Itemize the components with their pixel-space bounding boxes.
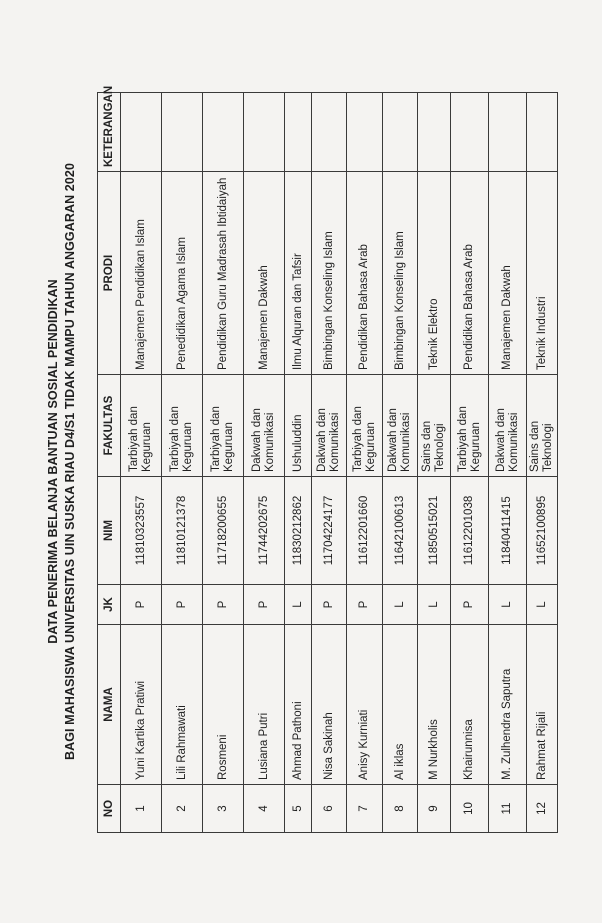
cell-jk: P: [121, 585, 162, 625]
table-row: [451, 93, 489, 833]
header-nama: NAMA: [98, 625, 121, 785]
cell-fakultas: Tarbiyah dan Keguruan: [203, 375, 244, 477]
cell-jk: P: [451, 585, 489, 625]
cell-keterangan: [347, 93, 383, 172]
cell-fakultas: Dakwah dan Komunikasi: [383, 375, 418, 477]
cell-jk: L: [489, 585, 527, 625]
cell-prodi: Teknik Industri: [527, 172, 558, 375]
cell-nim: 11612201660: [347, 477, 383, 585]
cell-keterangan: [203, 93, 244, 172]
cell-nim: 11850515021: [418, 477, 451, 585]
recipients-table: [97, 85, 558, 833]
cell-prodi: Manajemen Dakwah: [244, 172, 285, 375]
table-row: [312, 93, 347, 833]
cell-nama: Lusiana Putri: [244, 625, 285, 785]
cell-nim: 11830212862: [285, 477, 312, 585]
cell-fakultas: Sains dan Teknologi: [418, 375, 451, 477]
cell-fakultas: Tarbiyah dan Keguruan: [347, 375, 383, 477]
header-jk: JK: [98, 585, 121, 625]
cell-nim: 11718200655: [203, 477, 244, 585]
table-header-row: [98, 93, 121, 833]
table-row: [162, 93, 203, 833]
cell-nama: Yuni Kartika Pratiwi: [121, 625, 162, 785]
cell-fakultas: Sains dan Teknologi: [527, 375, 558, 477]
cell-no: 5: [285, 785, 312, 833]
table-row: [121, 93, 162, 833]
cell-keterangan: [285, 93, 312, 172]
cell-no: 1: [121, 785, 162, 833]
table-row: [527, 93, 558, 833]
header-fakultas: FAKULTAS: [98, 375, 121, 477]
cell-jk: L: [285, 585, 312, 625]
cell-fakultas: Ushuluddin: [285, 375, 312, 477]
cell-no: 6: [312, 785, 347, 833]
cell-nama: Lili Rahmawati: [162, 625, 203, 785]
cell-no: 8: [383, 785, 418, 833]
cell-prodi: Bimbingan Konseling Islam: [312, 172, 347, 375]
cell-no: 12: [527, 785, 558, 833]
cell-nim: 11840411415: [489, 477, 527, 585]
cell-prodi: Pendidikan Bahasa Arab: [347, 172, 383, 375]
cell-no: 7: [347, 785, 383, 833]
cell-nama: M. Zulhendra Saputra: [489, 625, 527, 785]
cell-prodi: Manajemen Dakwah: [489, 172, 527, 375]
table-row: [244, 93, 285, 833]
cell-no: 9: [418, 785, 451, 833]
cell-nama: Rahmat Rijali: [527, 625, 558, 785]
cell-keterangan: [451, 93, 489, 172]
header-nim: NIM: [98, 477, 121, 585]
cell-nama: Al iklas: [383, 625, 418, 785]
cell-nim: 11612201038: [451, 477, 489, 585]
cell-fakultas: Tarbiyah dan Keguruan: [121, 375, 162, 477]
cell-keterangan: [244, 93, 285, 172]
cell-no: 4: [244, 785, 285, 833]
cell-nim: 11704224177: [312, 477, 347, 585]
cell-fakultas: Dakwah dan Komunikasi: [489, 375, 527, 477]
document-subtitle: BAGI MAHASISWA UNIVERSITAS UIN SUSKA RIAU D4/S1 TIDAK MAMPU TAHUN ANGGARAN 2020: [63, 162, 77, 761]
table-row: [489, 93, 527, 833]
cell-fakultas: Dakwah dan Komunikasi: [312, 375, 347, 477]
header-prodi: PRODI: [98, 172, 121, 375]
cell-no: 3: [203, 785, 244, 833]
cell-nama: Ahmad Pathoni: [285, 625, 312, 785]
cell-jk: L: [418, 585, 451, 625]
cell-no: 2: [162, 785, 203, 833]
cell-keterangan: [383, 93, 418, 172]
cell-keterangan: [312, 93, 347, 172]
table-row: [285, 93, 312, 833]
cell-jk: P: [347, 585, 383, 625]
cell-no: 11: [489, 785, 527, 833]
cell-nim: 11652100895: [527, 477, 558, 585]
cell-jk: P: [203, 585, 244, 625]
table-row: [203, 93, 244, 833]
cell-jk: P: [244, 585, 285, 625]
table-row: [418, 93, 451, 833]
cell-prodi: Ilmu Alquran dan Tafsir: [285, 172, 312, 375]
cell-keterangan: [162, 93, 203, 172]
cell-prodi: Pendidikan Guru Madrasah Ibtidaiyah: [203, 172, 244, 375]
cell-jk: L: [527, 585, 558, 625]
table-row: [347, 93, 383, 833]
cell-fakultas: Tarbiyah dan Keguruan: [451, 375, 489, 477]
cell-nama: Rosmeni: [203, 625, 244, 785]
cell-nama: Nisa Sakinah: [312, 625, 347, 785]
header-no: NO: [98, 785, 121, 833]
header-keterangan: KETERANGAN: [98, 93, 121, 172]
cell-keterangan: [489, 93, 527, 172]
cell-prodi: Penedidikan Agama Islam: [162, 172, 203, 375]
cell-fakultas: Tarbiyah dan Keguruan: [162, 375, 203, 477]
cell-fakultas: Dakwah dan Komunikasi: [244, 375, 285, 477]
cell-no: 10: [451, 785, 489, 833]
cell-prodi: Pendidikan Bahasa Arab: [451, 172, 489, 375]
cell-nim: 11744202675: [244, 477, 285, 585]
cell-jk: P: [162, 585, 203, 625]
cell-keterangan: [418, 93, 451, 172]
cell-prodi: Bimbingan Konseling Islam: [383, 172, 418, 375]
cell-nama: M Nurkholis: [418, 625, 451, 785]
cell-nim: 11642100613: [383, 477, 418, 585]
table-row: [383, 93, 418, 833]
cell-jk: P: [312, 585, 347, 625]
cell-nim: 11810323557: [121, 477, 162, 585]
document-title: DATA PENERIMA BELANJA BANTUAN SOSIAL PENDIDIKAN: [46, 279, 60, 644]
cell-nama: Anisy Kurniati: [347, 625, 383, 785]
cell-prodi: Manajemen Pendidikan Islam: [121, 172, 162, 375]
cell-nim: 11810121378: [162, 477, 203, 585]
cell-keterangan: [527, 93, 558, 172]
cell-nama: Khairunnisa: [451, 625, 489, 785]
cell-prodi: Teknik Elektro: [418, 172, 451, 375]
cell-jk: L: [383, 585, 418, 625]
cell-keterangan: [121, 93, 162, 172]
